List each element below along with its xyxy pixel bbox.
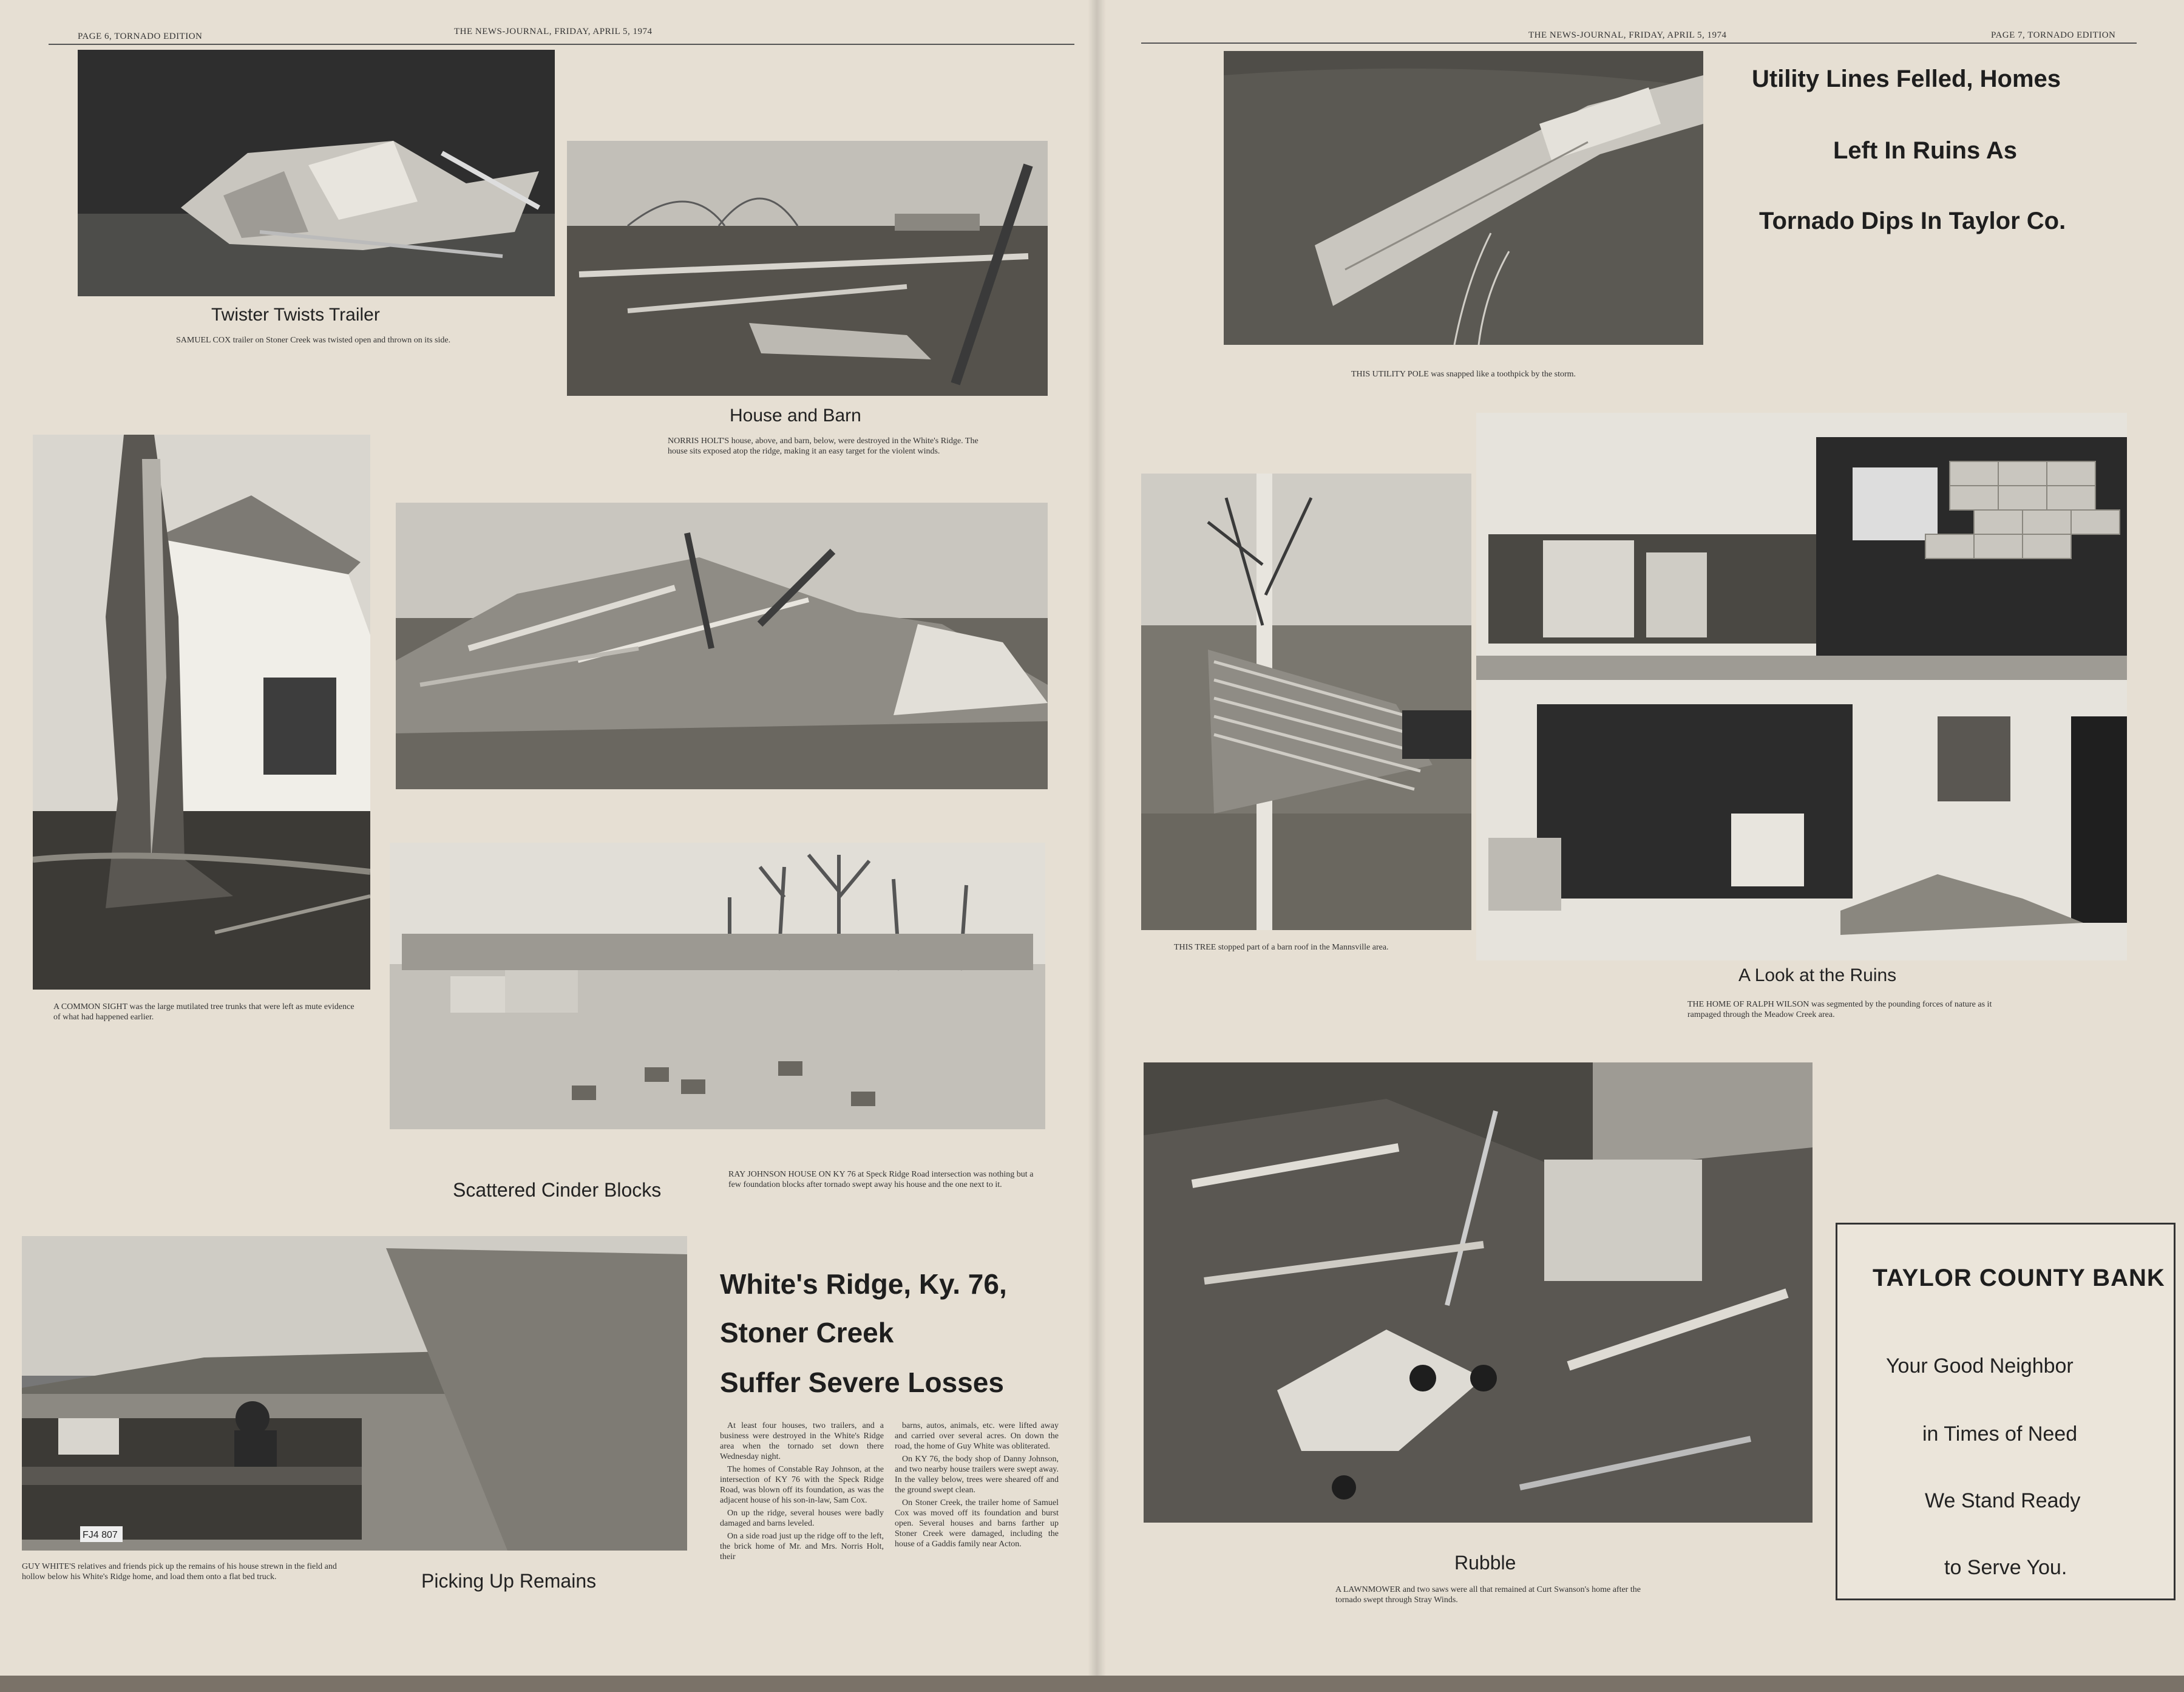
story-paragraph: At least four houses, two trailers, and a business were destroyed in the White's Ridge area when the tornado set down there Wednesday night. [720,1421,884,1461]
trailer-title: Twister Twists Trailer [211,305,380,325]
tree-barn-roof-photo [1141,474,1471,930]
banner-line-2: Left In Ruins As [1833,137,2017,164]
cinder-title: Scattered Cinder Blocks [453,1179,662,1201]
house-barn-title: House and Barn [730,406,861,426]
mutilated-tree-photo [33,435,370,990]
page-6-folio: PAGE 6, TORNADO EDITION [78,32,203,41]
bank-slogan-line-4: to Serve You. [1944,1556,2067,1579]
story-paragraph: On up the ridge, several houses were badly damaged and barns leveled. [720,1509,884,1528]
flatbed-truck-photo [22,1236,687,1551]
utility-pole-photo [1224,51,1703,345]
bank-name: TAYLOR COUNTY BANK [1873,1265,2165,1291]
bank-slogan-line-1: Your Good Neighbor [1886,1354,2074,1378]
banner-line-3: Tornado Dips In Taylor Co. [1759,208,2066,234]
trailer-caption: SAMUEL COX trailer on Stoner Creek was twisted open and thrown on its side. [176,336,451,345]
house-barn-caption: NORRIS HOLT'S house, above, and barn, below, were destroyed in the White's Ridge. The house sits exposed atop the ridge, making it an easy target for the violent winds. [668,437,978,456]
ruins-title: A Look at the Ruins [1738,965,1897,985]
left-header-rule [49,44,1074,45]
tree-roof-caption: THIS TREE stopped part of a barn roof in the Mannsville area. [1174,943,1389,952]
story-paragraph: On a side road just up the ridge off to the left, the brick home of Mr. and Mrs. Norris Holt, their [720,1532,884,1561]
ruins-caption: THE HOME OF RALPH WILSON was segmented by the pounding forces of nature as it rampaged through the Meadow Creek area. [1687,1000,1992,1019]
truck-caption: GUY WHITE'S relatives and friends pick up the remains of his house strewn in the field and hollow below his White's Ridge home, and load them onto a flat bed truck. [22,1562,337,1582]
right-header-rule [1141,42,2137,44]
story-column-2 [895,1421,1059,1552]
cinder-blocks-photo [390,843,1045,1129]
left-page-dateline: THE NEWS-JOURNAL, FRIDAY, APRIL 5, 1974 [454,27,653,36]
story-paragraph: On Stoner Creek, the trailer home of Samuel Cox was moved off its foundation and burst open. Several houses and barns farther up Stoner Creek were damaged, including the house of a Gaddis family near Acton. [895,1498,1059,1549]
story-paragraph: The homes of Constable Ray Johnson, at the intersection of KY 76 with the Speck Ridge Road, was blown off its foundation, as was the adjacent house of his son-in-law, Sam Cox. [720,1465,884,1505]
bank-slogan-line-3: We Stand Ready [1925,1489,2081,1512]
page-7-folio: PAGE 7, TORNADO EDITION [1991,30,2116,40]
bank-slogan-line-2: in Times of Need [1922,1422,2078,1446]
cinder-caption: RAY JOHNSON HOUSE ON KY 76 at Speck Ridge Road intersection was nothing but a few foundation blocks after tornado swept away his house and the one next to it. [728,1170,1034,1189]
trailer-wreck-photo [78,50,555,296]
house-ruins-photo [1476,413,2127,960]
story-headline-line-1: White's Ridge, Ky. 76, [720,1268,1007,1300]
taylor-county-bank-ad [1836,1223,2176,1600]
story-column-1 [720,1421,884,1565]
tree-trunk-caption: A COMMON SIGHT was the large mutilated tree trunks that were left as mute evidence of what had happened earlier. [53,1002,354,1022]
story-paragraph: On KY 76, the body shop of Danny Johnson, and two nearby house trailers were swept away. In the valley below, trees were sheared off and the ground swept clean. [895,1455,1059,1495]
story-paragraph: barns, autos, animals, etc. were lifted away and carried over several acres. On down the road, the home of Guy White was obliterated. [895,1421,1059,1451]
barn-debris-photo [396,503,1048,789]
story-headline-line-3: Suffer Severe Losses [720,1367,1004,1398]
house-barn-photo [567,141,1048,396]
right-page-dateline: THE NEWS-JOURNAL, FRIDAY, APRIL 5, 1974 [1528,30,1727,40]
background-surface [0,1676,2184,1692]
center-fold [1088,0,1106,1692]
pole-caption: THIS UTILITY POLE was snapped like a toothpick by the storm. [1351,370,1576,379]
rubble-lawnmower-photo [1144,1062,1813,1523]
story-headline-line-2: Stoner Creek [720,1317,894,1348]
banner-line-1: Utility Lines Felled, Homes [1752,66,2061,92]
rubble-title: Rubble [1454,1552,1516,1574]
truck-title: Picking Up Remains [421,1570,597,1592]
license-plate: FJ4 807 [83,1530,118,1540]
rubble-caption: A LAWNMOWER and two saws were all that remained at Curt Swanson's home after the tornado swept through Stray Winds. [1335,1585,1641,1605]
